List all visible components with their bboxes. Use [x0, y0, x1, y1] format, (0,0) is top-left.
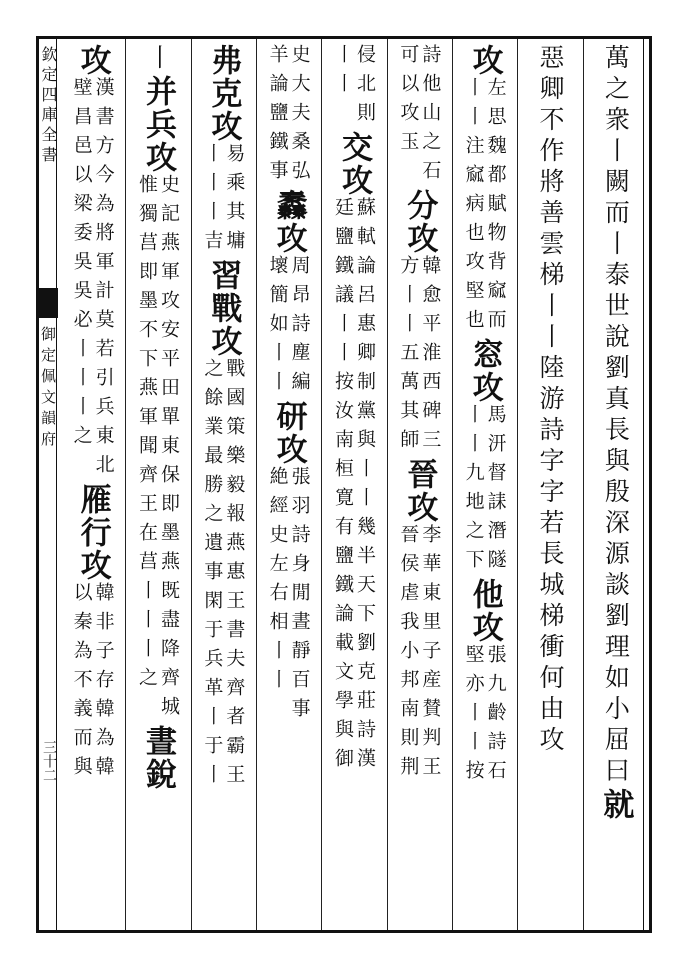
text-column: [387, 44, 452, 924]
annotation-line: 左思魏都賦物背窳而: [484, 77, 507, 338]
annotation-line: 韓愈平淮西碑三: [419, 255, 442, 458]
headword: 研攻: [270, 400, 307, 466]
text-column: [452, 44, 517, 924]
column-rule: [387, 39, 388, 930]
annotation-line: 周昂詩塵編: [288, 255, 311, 400]
column-rule: [517, 39, 518, 930]
annotation-pair: [71, 77, 115, 483]
headword: 䆐攻: [270, 189, 307, 255]
text-column: [583, 44, 648, 924]
headword: 晝銳: [139, 725, 176, 791]
text-run: 丨: [143, 44, 173, 75]
annotation-line: 羊論鹽鐵事: [266, 44, 289, 189]
annotation-pair: [332, 44, 376, 131]
frame-right-border: [649, 36, 652, 933]
annotation-line: 以秦為不義而與: [70, 582, 93, 785]
headword: 他攻: [466, 578, 503, 644]
annotation-pair: [267, 255, 311, 400]
fishtail-mark: [36, 288, 58, 318]
annotation-pair: [463, 404, 507, 578]
annotation-pair: [71, 582, 115, 785]
annotation-line: 壁昌邑以梁委吳吳必丨丨丨之: [70, 77, 93, 454]
annotation-line: 堅亦丨丨按: [462, 644, 485, 789]
column-stack: [332, 44, 376, 924]
column-stack: [136, 44, 180, 924]
annotation-line: 漢書方今為將軍計莫若引兵東北: [92, 77, 115, 483]
column-rule: [583, 39, 584, 930]
annotation-pair: [463, 77, 507, 338]
text-column: [125, 44, 190, 924]
annotation-pair: [397, 255, 441, 458]
frame-bottom-border: [36, 930, 652, 933]
annotation-line: 戰國策樂毅報燕惠王書夫齊者霸王: [223, 358, 246, 793]
column-rule: [125, 39, 126, 930]
annotation-line: 廷鹽鐵議丨丨按汝南桓寛有鹽鐵論載文學與御: [331, 197, 354, 777]
leaf-number: 三十二: [41, 740, 57, 782]
annotation-line: 李華東里子産賛判王: [419, 524, 442, 785]
headword: 窓攻: [466, 338, 503, 404]
annotation-line: 絶經史左右相丨丨: [266, 466, 289, 698]
annotation-line: 方丨丨五萬其師: [397, 255, 420, 458]
annotation-line: 易乘其墉: [223, 143, 246, 259]
headword: 就: [597, 788, 634, 821]
annotation-line: 詩他山之石: [419, 44, 442, 189]
column-stack: [201, 44, 245, 924]
annotation-line: 史記燕軍攻安平田單東保即墨燕既盡降齊城: [157, 174, 180, 725]
annotation-line: 晉侯虐我小邦南則荆: [397, 524, 420, 785]
annotation-line: 蘇軾論呂惠卿制黨與丨丨幾半天下劉克莊詩漢: [353, 197, 376, 777]
annotation-line: 韓非子存韓為韓: [92, 582, 115, 785]
headword: 弗克攻: [205, 44, 242, 143]
frame-top-border: [36, 36, 652, 39]
annotation-pair: [397, 44, 441, 189]
text-run: 萬之衆丨闕而丨泰世說劉真長與殷深源談劉理如小屈曰: [601, 44, 631, 788]
annotation-line: 侵北則: [353, 44, 376, 131]
column-rule: [191, 39, 192, 930]
annotation-line: 丨丨丨吉: [201, 143, 224, 259]
annotation-line: 張九齡詩石: [484, 644, 507, 789]
annotation-pair: [463, 644, 507, 789]
gutter-divider: [56, 36, 57, 933]
annotation-line: 丨丨注窳病也攻堅也: [462, 77, 485, 338]
annotation-pair: [397, 524, 441, 785]
annotation-line: 史大夫桑弘: [288, 44, 311, 189]
headword: 攻: [466, 44, 503, 77]
text-column: [60, 44, 125, 924]
headword: 習戰攻: [205, 259, 242, 358]
annotation-pair: [201, 143, 245, 259]
column-stack: [463, 44, 507, 924]
headword: 并兵攻: [139, 75, 176, 174]
column-stack: [267, 44, 311, 924]
annotation-line: 之餘業最勝之遺事閑于兵革丨于丨: [201, 358, 224, 793]
annotation-line: 可以攻玉: [397, 44, 420, 160]
annotation-pair: [267, 44, 311, 189]
annotation-line: 丨丨: [331, 44, 354, 102]
headword: 分攻: [401, 189, 438, 255]
annotation-line: 張羽詩身閒晝靜百事: [288, 466, 311, 727]
column-rule: [452, 39, 453, 930]
text-column: [256, 44, 321, 924]
headword: 晉攻: [401, 458, 438, 524]
column-stack: [598, 44, 632, 924]
text-column: [321, 44, 386, 924]
column-rule: [256, 39, 257, 930]
annotation-line: 壞簡如丨丨: [266, 255, 289, 400]
gutter-book-title: 御定佩文韻府: [39, 326, 57, 452]
column-stack: [71, 44, 115, 924]
column-rule: [321, 39, 322, 930]
annotation-line: 惟獨莒即墨不下燕軍聞齊王在莒丨丨丨之: [135, 174, 158, 696]
headword: 攻: [74, 44, 111, 77]
column-stack: [397, 44, 441, 924]
text-column: [191, 44, 256, 924]
annotation-pair: [201, 358, 245, 793]
headword: 雁行攻: [74, 483, 111, 582]
text-run: 惡卿不作將善雲梯丨丨陸游詩字字若長城梯衝何由攻: [535, 44, 565, 757]
annotation-line: 丨丨九地之下: [462, 404, 485, 578]
text-column: [517, 44, 582, 924]
headword: 交攻: [335, 131, 372, 197]
annotation-line: 馬汧督誄潛隧: [484, 404, 507, 578]
column-stack: [535, 44, 565, 924]
annotation-pair: [136, 174, 180, 725]
frame-left-border: [36, 36, 39, 933]
gutter-collection-title: 欽定四庫全書: [39, 46, 58, 166]
annotation-pair: [332, 197, 376, 777]
annotation-pair: [267, 466, 311, 727]
